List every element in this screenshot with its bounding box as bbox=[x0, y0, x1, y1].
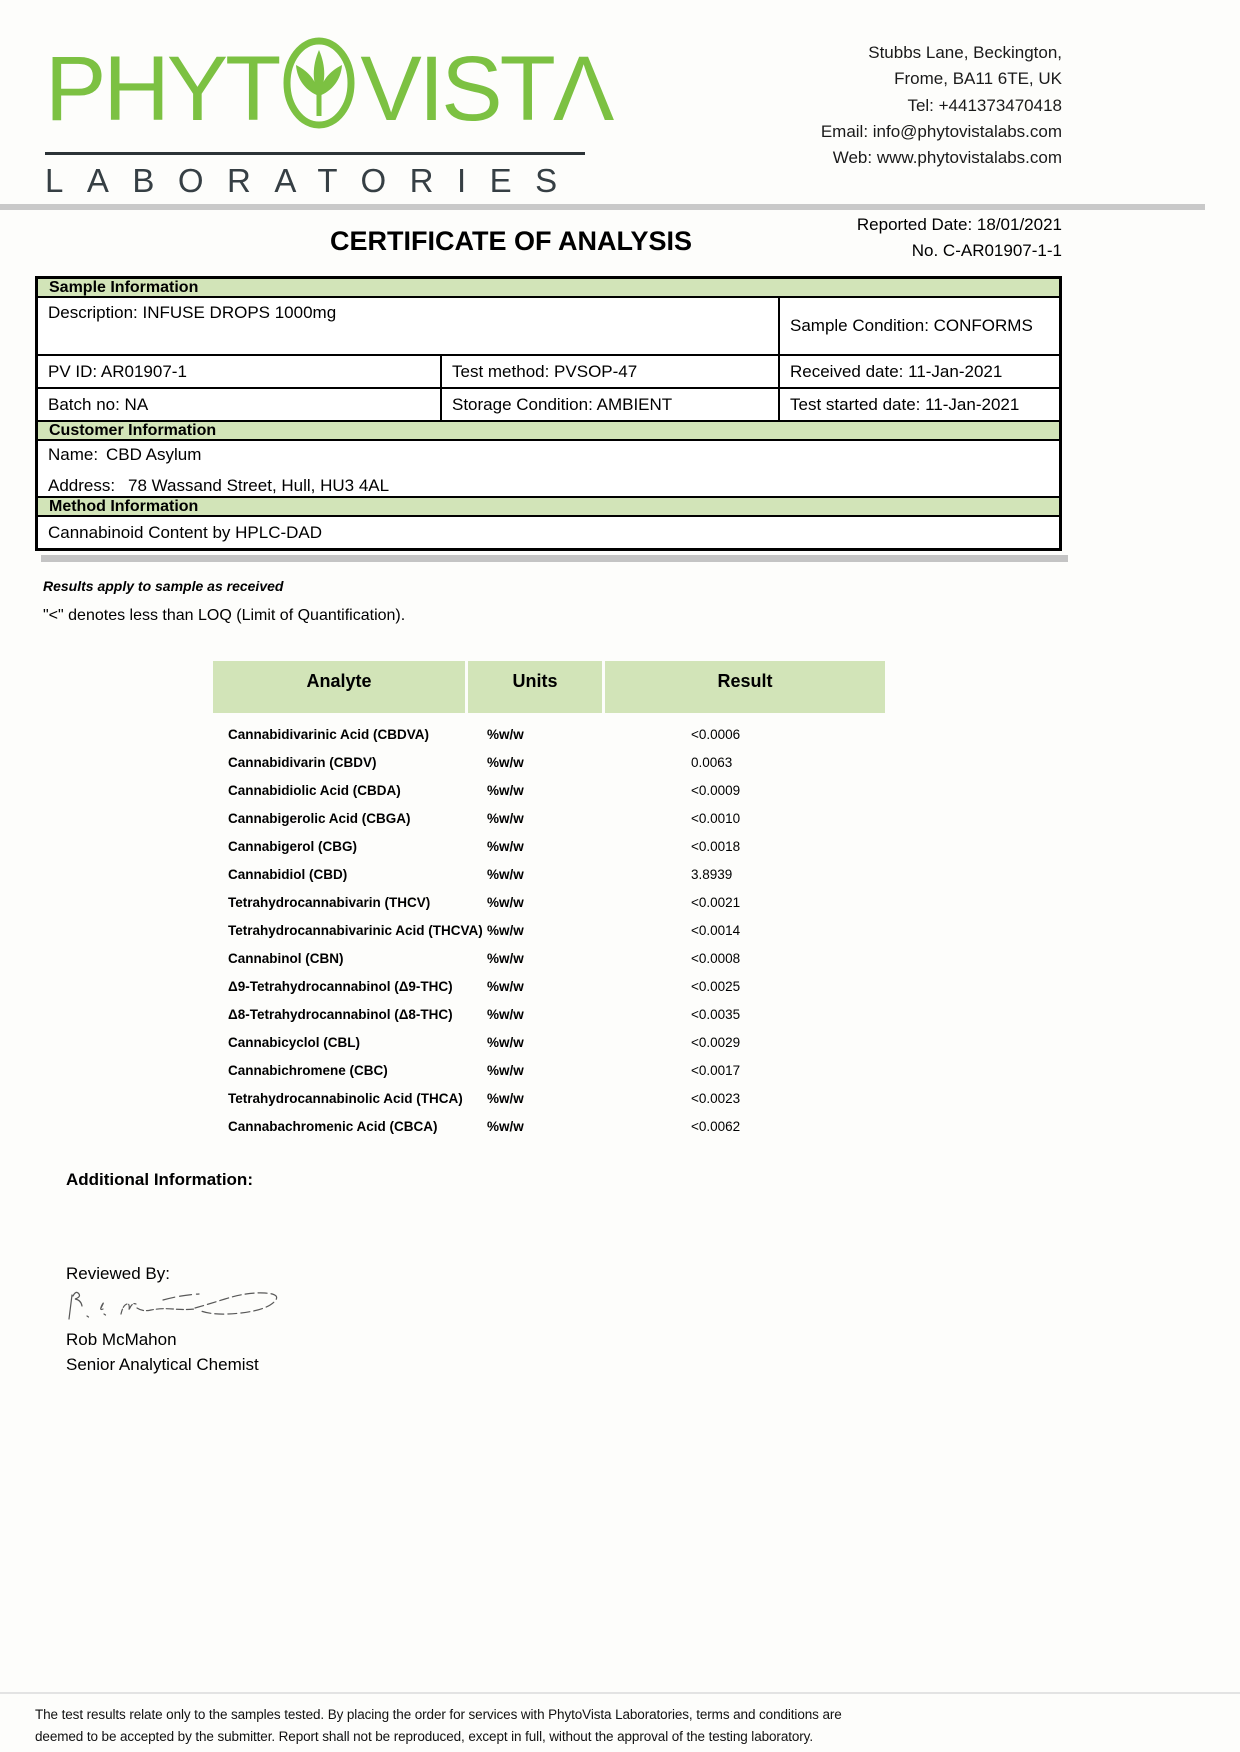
results-row bbox=[213, 748, 885, 776]
logo-text-lambda-a: Λ bbox=[552, 38, 612, 140]
analyte-name: Cannabidivarinic Acid (CBDVA) bbox=[228, 726, 430, 742]
analyte-name: Cannabidiol (CBD) bbox=[228, 866, 348, 882]
reported-date: Reported Date: 18/01/2021 bbox=[856, 215, 1062, 234]
test-method-cell: Test method: PVSOP-47 bbox=[440, 356, 778, 387]
units-value: %w/w bbox=[487, 1034, 524, 1050]
table-row bbox=[38, 441, 1059, 498]
analyte-name: Cannabichromene (CBC) bbox=[228, 1062, 388, 1078]
footer-disclaimer bbox=[0, 1692, 1240, 1747]
contact-address-line2: Frome, BA11 6TE, UK bbox=[894, 69, 1062, 89]
analyte-name: Cannabinol (CBN) bbox=[228, 950, 344, 966]
phytovista-logo bbox=[45, 36, 612, 200]
pv-id-cell: PV ID: AR01907-1 bbox=[48, 361, 187, 381]
title-block bbox=[35, 210, 1062, 272]
footer-line1: The test results relate only to the samples tested. By placing the order for services with PhytoVista Laboratories, terms and conditions are bbox=[35, 1707, 842, 1722]
analyte-name: Tetrahydrocannabivarin (THCV) bbox=[228, 894, 431, 910]
units-value: %w/w bbox=[487, 1118, 524, 1134]
units-value: %w/w bbox=[487, 754, 524, 770]
logo-divider bbox=[45, 152, 585, 155]
units-value: %w/w bbox=[487, 950, 524, 966]
note-sample-as-received: Results apply to sample as received bbox=[43, 578, 284, 594]
logo-text-vist: VIST bbox=[360, 38, 553, 140]
contact-web: Web: www.phytovistalabs.com bbox=[832, 148, 1062, 168]
result-value: <0.0008 bbox=[691, 950, 741, 966]
result-value: <0.0035 bbox=[691, 1006, 741, 1022]
customer-name: CBD Asylum bbox=[106, 445, 202, 464]
results-row bbox=[213, 1056, 885, 1084]
analyte-name: Cannabidiolic Acid (CBDA) bbox=[228, 782, 401, 798]
logo-subtitle: LABORATORIES bbox=[45, 162, 581, 200]
units-value: %w/w bbox=[487, 922, 524, 938]
section-title: Customer Information bbox=[49, 421, 217, 439]
results-row bbox=[213, 888, 885, 916]
customer-address: 78 Wassand Street, Hull, HU3 4AL bbox=[128, 476, 390, 495]
units-value: %w/w bbox=[487, 866, 524, 882]
table-row bbox=[38, 389, 1059, 422]
result-value: <0.0023 bbox=[691, 1090, 741, 1106]
test-started-date-cell: Test started date: 11-Jan-2021 bbox=[778, 389, 1059, 420]
results-table-header bbox=[213, 661, 885, 713]
document-title: CERTIFICATE OF ANALYSIS bbox=[330, 226, 693, 256]
header bbox=[35, 36, 1062, 200]
units-value: %w/w bbox=[487, 782, 524, 798]
units-value: %w/w bbox=[487, 1090, 524, 1106]
analyte-name: Cannabachromenic Acid (CBCA) bbox=[228, 1118, 438, 1134]
address-label: Address: bbox=[48, 476, 116, 495]
name-label: Name: bbox=[48, 445, 99, 464]
signature-scribble bbox=[63, 1286, 293, 1328]
contact-block bbox=[821, 40, 1062, 172]
results-row bbox=[213, 1000, 885, 1028]
contact-address-line1: Stubbs Lane, Beckington, bbox=[868, 43, 1062, 62]
additional-information-label: Additional Information: bbox=[66, 1170, 253, 1189]
result-value: 3.8939 bbox=[691, 866, 733, 882]
results-row bbox=[213, 1084, 885, 1112]
results-header-units: Units bbox=[468, 661, 602, 713]
results-header-result: Result bbox=[605, 661, 885, 713]
results-row bbox=[213, 916, 885, 944]
section-header-method-information bbox=[38, 498, 1059, 517]
info-table bbox=[35, 276, 1062, 551]
result-value: 0.0063 bbox=[691, 754, 733, 770]
reviewed-by-label: Reviewed By: bbox=[66, 1264, 170, 1283]
units-value: %w/w bbox=[487, 1062, 524, 1078]
analyte-name: Δ8-Tetrahydrocannabinol (Δ8-THC) bbox=[228, 1006, 453, 1022]
units-value: %w/w bbox=[487, 726, 524, 742]
table-row bbox=[38, 356, 1059, 389]
leaf-circle-icon bbox=[281, 36, 357, 143]
section-header-customer-information bbox=[38, 422, 1059, 441]
method-cell: Cannabinoid Content by HPLC-DAD bbox=[48, 522, 323, 542]
result-value: <0.0010 bbox=[691, 810, 741, 826]
results-row bbox=[213, 804, 885, 832]
units-value: %w/w bbox=[487, 838, 524, 854]
section-title: Method Information bbox=[49, 497, 199, 515]
results-row bbox=[213, 776, 885, 804]
results-header-analyte: Analyte bbox=[213, 661, 465, 713]
section-title: Sample Information bbox=[49, 278, 199, 296]
results-row bbox=[213, 944, 885, 972]
table-row bbox=[38, 298, 1059, 356]
result-value: <0.0006 bbox=[691, 726, 741, 742]
results-row bbox=[213, 720, 885, 748]
customer-name-line bbox=[48, 445, 1059, 465]
results-row bbox=[213, 860, 885, 888]
analyte-name: Tetrahydrocannabivarinic Acid (THCVA) bbox=[228, 922, 483, 938]
units-value: %w/w bbox=[487, 810, 524, 826]
contact-email: Email: info@phytovistalabs.com bbox=[820, 122, 1062, 142]
units-value: %w/w bbox=[487, 1006, 524, 1022]
section-header-sample-information bbox=[38, 279, 1059, 298]
footer-line2: deemed to be accepted by the submitter. Report shall not be reproduced, except in full, without the approval of the testing laboratory. bbox=[35, 1728, 813, 1744]
analyte-name: Cannabigerolic Acid (CBGA) bbox=[228, 810, 411, 826]
results-row bbox=[213, 972, 885, 1000]
table-row bbox=[38, 517, 1059, 548]
logo-wordmark bbox=[45, 36, 612, 143]
result-value: <0.0014 bbox=[691, 922, 741, 938]
result-value: <0.0017 bbox=[691, 1062, 741, 1078]
received-date-cell: Received date: 11-Jan-2021 bbox=[778, 356, 1059, 387]
result-value: <0.0025 bbox=[691, 978, 741, 994]
batch-no-cell: Batch no: NA bbox=[48, 394, 149, 414]
analyte-name: Cannabidivarin (CBDV) bbox=[228, 754, 377, 770]
results-row bbox=[213, 832, 885, 860]
description-cell: Description: INFUSE DROPS 1000mg bbox=[48, 303, 337, 322]
analyte-name: Cannabicyclol (CBL) bbox=[228, 1034, 361, 1050]
storage-condition-cell: Storage Condition: AMBIENT bbox=[440, 389, 778, 420]
result-value: <0.0021 bbox=[691, 894, 741, 910]
analyte-name: Cannabigerol (CBG) bbox=[228, 838, 358, 854]
logo-text-phyt: PHYT bbox=[45, 38, 279, 140]
report-number: No. C-AR01907-1-1 bbox=[911, 241, 1062, 261]
analyte-name: Δ9-Tetrahydrocannabinol (Δ9-THC) bbox=[228, 978, 453, 994]
table-drop-shadow bbox=[41, 555, 1068, 562]
signer-name: Rob McMahon bbox=[66, 1330, 177, 1349]
contact-tel: Tel: +441373470418 bbox=[907, 95, 1062, 115]
results-table-body bbox=[213, 720, 885, 1140]
customer-address-line bbox=[48, 476, 1059, 496]
analyte-name: Tetrahydrocannabinolic Acid (THCA) bbox=[228, 1090, 463, 1106]
results-row bbox=[213, 1112, 885, 1140]
result-value: <0.0009 bbox=[691, 782, 741, 798]
units-value: %w/w bbox=[487, 978, 524, 994]
results-table bbox=[213, 661, 885, 1140]
report-meta bbox=[857, 212, 1062, 265]
note-loq-definition: "<" denotes less than LOQ (Limit of Quantification). bbox=[43, 607, 406, 624]
signer-title: Senior Analytical Chemist bbox=[66, 1355, 259, 1374]
units-value: %w/w bbox=[487, 894, 524, 910]
results-row bbox=[213, 1028, 885, 1056]
result-value: <0.0062 bbox=[691, 1118, 741, 1134]
result-value: <0.0029 bbox=[691, 1034, 741, 1050]
sample-condition-cell: Sample Condition: CONFORMS bbox=[778, 298, 1059, 354]
result-value: <0.0018 bbox=[691, 838, 741, 854]
